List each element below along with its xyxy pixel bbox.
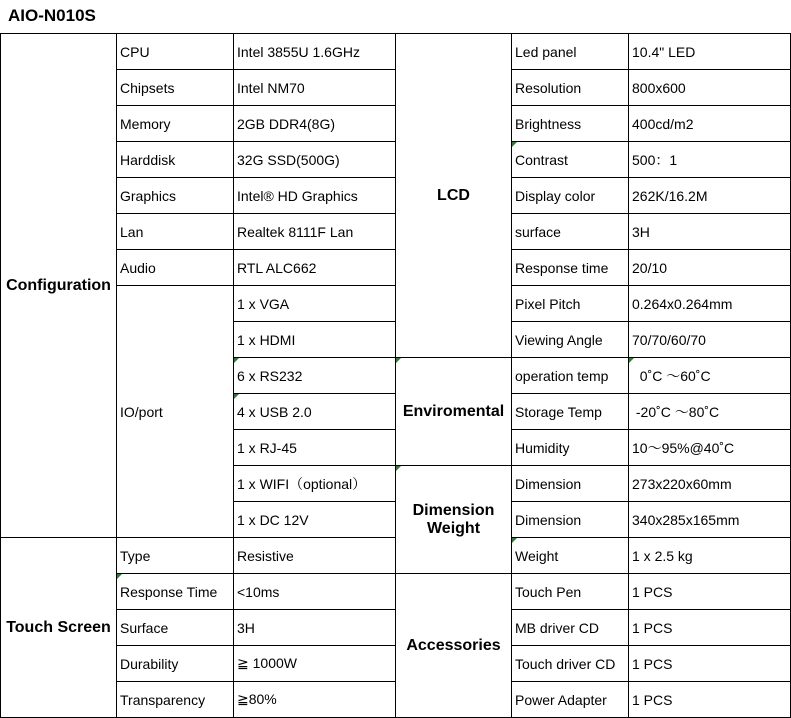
spec-label: operation temp	[512, 358, 629, 394]
spec-label: Viewing Angle	[512, 322, 629, 358]
spec-value: 1 x VGA	[234, 286, 396, 322]
group-weight-label: Weight	[426, 519, 481, 537]
table-row	[1, 34, 791, 70]
spec-label: Audio	[117, 250, 234, 286]
group-touch-screen: Touch Screen	[1, 538, 117, 718]
spec-value: 2GB DDR4(8G)	[234, 106, 396, 142]
spec-value: 6 x RS232	[234, 358, 396, 394]
spec-value: 1 x WIFI（optional）	[234, 466, 396, 502]
spec-value: 340x285x165mm	[629, 502, 791, 538]
spec-label: Dimension	[512, 466, 629, 502]
spec-label: surface	[512, 214, 629, 250]
spec-label: Brightness	[512, 106, 629, 142]
spec-label: Response Time	[117, 574, 234, 610]
spec-value: 4 x USB 2.0	[234, 394, 396, 430]
group-environmental: Enviromental	[396, 358, 512, 466]
spec-value: 1 x HDMI	[234, 322, 396, 358]
spec-value: 1 x DC 12V	[234, 502, 396, 538]
spec-value: 262K/16.2M	[629, 178, 791, 214]
spec-value: 1 PCS	[629, 646, 791, 682]
spec-label: Touch driver CD	[512, 646, 629, 682]
spec-value: 1 x 2.5 kg	[629, 538, 791, 574]
spec-label: Graphics	[117, 178, 234, 214]
spec-value: 800x600	[629, 70, 791, 106]
spec-value: Resistive	[234, 538, 396, 574]
spec-label: Contrast	[512, 142, 629, 178]
spec-value: 70/70/60/70	[629, 322, 791, 358]
spec-value: 3H	[629, 214, 791, 250]
spec-label: Response time	[512, 250, 629, 286]
spec-label: Durability	[117, 646, 234, 682]
spec-value: Intel NM70	[234, 70, 396, 106]
spec-value: 10.4" LED	[629, 34, 791, 70]
spec-value: 0.264x0.264mm	[629, 286, 791, 322]
spec-value: ≧ 1000W	[234, 646, 396, 682]
spec-label: Humidity	[512, 430, 629, 466]
spec-value: 1 PCS	[629, 574, 791, 610]
spec-value: Intel 3855U 1.6GHz	[234, 34, 396, 70]
spec-value: 20/10	[629, 250, 791, 286]
spec-label: Lan	[117, 214, 234, 250]
spec-label: Power Adapter	[512, 682, 629, 718]
spec-value: 1 PCS	[629, 610, 791, 646]
table-row	[1, 574, 791, 610]
spec-label: Transparency	[117, 682, 234, 718]
spec-label: Display color	[512, 178, 629, 214]
spec-value: -20˚C ～80˚C	[629, 394, 791, 430]
spec-value: 273x220x60mm	[629, 466, 791, 502]
spec-value: Intel® HD Graphics	[234, 178, 396, 214]
spec-value: 0˚C ～60˚C	[629, 358, 791, 394]
spec-value: 1 PCS	[629, 682, 791, 718]
spec-table	[0, 33, 791, 718]
spec-label: Pixel Pitch	[512, 286, 629, 322]
spec-label: Type	[117, 538, 234, 574]
spec-label: MB driver CD	[512, 610, 629, 646]
spec-label: Dimension	[512, 502, 629, 538]
group-lcd: LCD	[396, 34, 512, 358]
group-accessories: Accessories	[396, 574, 512, 718]
spec-label: Resolution	[512, 70, 629, 106]
spec-value: 32G SSD(500G)	[234, 142, 396, 178]
spec-label: Storage Temp	[512, 394, 629, 430]
spec-value: 400cd/m2	[629, 106, 791, 142]
spec-value: ≧80%	[234, 682, 396, 718]
spec-label: Memory	[117, 106, 234, 142]
spec-label: Surface	[117, 610, 234, 646]
spec-label-io-port: IO/port	[117, 286, 234, 538]
spec-value: RTL ALC662	[234, 250, 396, 286]
spec-value: <10ms	[234, 574, 396, 610]
group-configuration: Configuration	[1, 34, 117, 538]
spec-label: Weight	[512, 538, 629, 574]
group-dimension-label: Dimension	[412, 501, 495, 519]
spec-label: Touch Pen	[512, 574, 629, 610]
spec-label: Led panel	[512, 34, 629, 70]
spec-value: 500：1	[629, 142, 791, 178]
group-dimension-weight	[396, 466, 512, 574]
spec-label: CPU	[117, 34, 234, 70]
page-title: AIO-N010S	[8, 6, 96, 25]
spec-value: 3H	[234, 610, 396, 646]
spec-value: 1 x RJ-45	[234, 430, 396, 466]
spec-value: 10～95%@40˚C	[629, 430, 791, 466]
spec-label: Chipsets	[117, 70, 234, 106]
spec-value: Realtek 8111F Lan	[234, 214, 396, 250]
spec-label: Harddisk	[117, 142, 234, 178]
